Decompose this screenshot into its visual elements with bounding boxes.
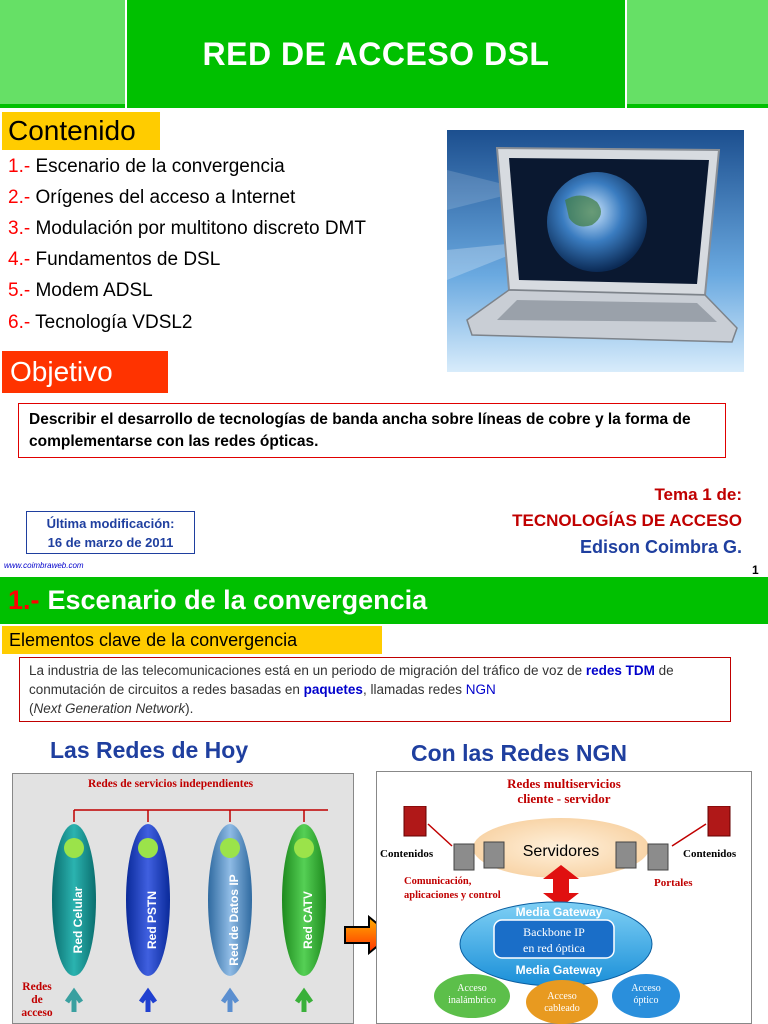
contenidos-label-right: Contenidos [683, 848, 737, 860]
keyword-next-generation-network: Next Generation Network [33, 701, 186, 716]
toc-item-2: 2.- Orígenes del acceso a Internet [8, 187, 296, 208]
net-label-catv: Red CATV [301, 891, 315, 949]
independent-networks-diagram [12, 790, 354, 1024]
ngn-network-diagram [376, 806, 752, 1024]
net-label-pstn: Red PSTN [145, 890, 159, 950]
comunicacion-label-2: aplicaciones y control [404, 890, 501, 901]
toc-item-3: 3.- Modulación por multitono discreto DMT [8, 218, 366, 239]
net-label-celular: Red Celular [71, 886, 85, 954]
comunicacion-label-1: Comunicación, [404, 876, 472, 887]
tema-line2: TECNOLOGÍAS DE ACCESO [512, 511, 742, 530]
net-label-datos-ip: Red de Datos IP [227, 874, 241, 966]
website-link[interactable]: www.coimbraweb.com [4, 561, 84, 570]
media-gateway-top: Media Gateway [515, 905, 603, 919]
media-gateway-bottom: Media Gateway [515, 963, 603, 977]
contenido-label: Contenido [2, 112, 160, 150]
toc-item-5: 5.- Modem ADSL [8, 280, 153, 301]
slide2-title: Escenario de la convergencia [47, 585, 428, 615]
tema-block [512, 482, 742, 560]
slide2-subtitle: Elementos clave de la convergencia [2, 626, 382, 654]
objetivo-label: Objetivo [2, 351, 168, 393]
title-corner-left [0, 0, 125, 104]
author: Edison Coimbra G. [579, 537, 742, 557]
keyword-paquetes: paquetes [303, 682, 363, 697]
keyword-ngn: NGN [465, 682, 496, 697]
toc-item-1: 1.- Escenario de la convergencia [8, 156, 285, 177]
acceso-cableado-1: Acceso [547, 991, 577, 1002]
servidores-label: Servidores [522, 843, 600, 860]
acceso-inalambrico-2: inalámbrico [448, 995, 496, 1006]
contenidos-label-left: Contenidos [380, 848, 434, 860]
acceso-optico-1: Acceso [631, 983, 661, 994]
backbone-label-1: Backbone IP [523, 925, 585, 939]
portales-label: Portales [654, 877, 693, 889]
right-panel-caption: Redes multiservicios cliente - servidor [507, 776, 621, 806]
acceso-cableado-2: cableado [544, 1003, 580, 1014]
slide2-paragraph: La industria de las telecomunicaciones está en un periodo de migración del tráfico de voz de redes TDM de conmutación de circuitos a redes basadas en paquetes, llamadas redes NGN (Next Generation Network). [19, 657, 731, 722]
left-panel-caption: Redes de servicios independientes [88, 778, 254, 790]
modification-date: 16 de marzo de 2011 [47, 535, 174, 550]
acceso-optico-2: óptico [633, 995, 659, 1006]
title-divider-right [625, 0, 627, 108]
acceso-inalambrico-1: Acceso [457, 983, 487, 994]
laptop-globe-illustration [447, 130, 744, 372]
right-heading: Con las Redes NGN [411, 740, 627, 766]
redes-acceso-label: Redes de acceso [21, 981, 53, 1019]
left-heading: Las Redes de Hoy [50, 737, 249, 763]
title-corner-right [627, 0, 768, 104]
toc-item-6: 6.- Tecnología VDSL2 [8, 312, 193, 333]
keyword-redes-tdm: redes TDM [585, 663, 655, 678]
slide2-title-number: 1.- [8, 585, 40, 615]
toc-item-4: 4.- Fundamentos de DSL [8, 249, 221, 270]
slide-title: RED DE ACCESO DSL [202, 35, 550, 72]
backbone-label-2: en red óptica [523, 941, 585, 955]
page-number: 1 [752, 563, 759, 577]
tema-line1: Tema 1 de: [654, 485, 742, 504]
modification-label: Última modificación: [46, 516, 175, 531]
slide2-title-bar [0, 577, 768, 624]
modification-box [26, 511, 195, 554]
objetivo-text: Describir el desarrollo de tecnologías de banda ancha sobre líneas de cobre y la forma de complementarse con las redes ópticas. [18, 403, 726, 458]
